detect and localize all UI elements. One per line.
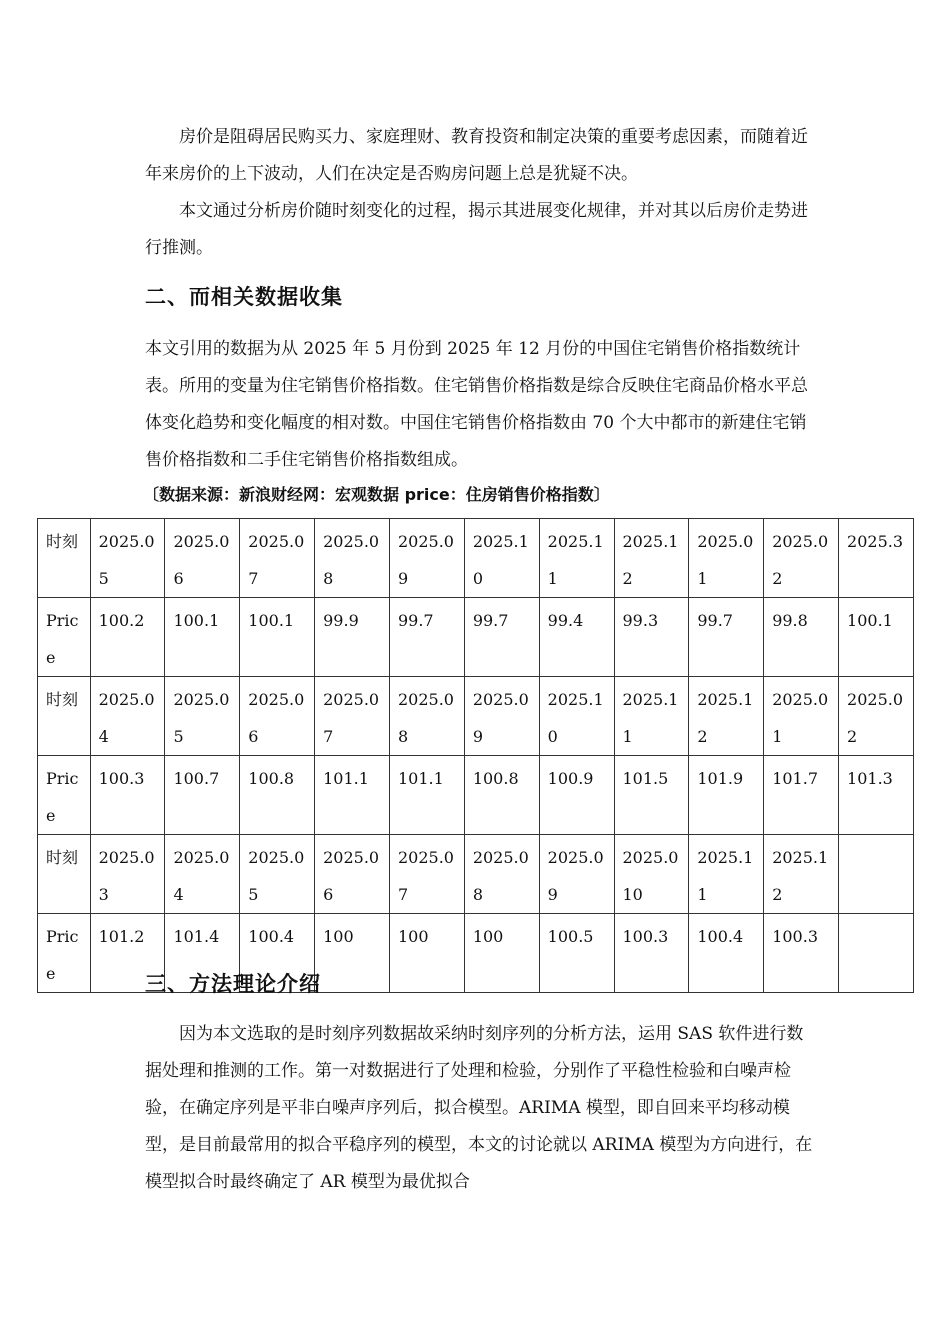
method-paragraph: 因为本文选取的是时刻序列数据故采纳时刻序列的分析方法，运用 SAS 软件进行数据处理和推测的工作。第一对数据进行了处理和检验，分别作了平稳性检验和白噪声检验，在确定序列是平非白噪声序列后，拟合模型。ARIMA 模型，即自回来平均移动模型，是目前最常用的拟合平稳序列的模型，本文的讨论就以 ARIMA 模型为方向进行，在模型拟合时最终确定了 AR 模型为最优拟合 [145,1024,813,1192]
table-cell: 100 [464,914,539,993]
table-cell: 101.7 [764,756,839,835]
table-cell: 2025.01 [689,519,764,598]
table-row [38,677,914,756]
table-cell: 2025.05 [165,677,240,756]
table-row [38,756,914,835]
table-cell: 2025.08 [464,835,539,914]
data-description-paragraph: 本文引用的数据为从 2025 年 5 月份到 2025 年 12 月份的中国住宅销售价格指数统计表。所用的变量为住宅销售价格指数。住宅销售价格指数是综合反映住宅商品价格水平总体变化趋势和变化幅度的相对数。中国住宅销售价格指数由 70 个大中都市的新建住宅销售价格指数和二手住宅销售价格指数组成。 [145,339,808,470]
table-cell: 100.8 [240,756,315,835]
table-row [38,519,914,598]
table-row [38,835,914,914]
table-cell: 2025.06 [165,519,240,598]
table-cell: 100.2 [90,598,165,677]
table-cell: 101.9 [689,756,764,835]
table-cell: 2025.02 [764,519,839,598]
table-cell: 100.8 [464,756,539,835]
table-cell: 2025.09 [539,835,614,914]
section-heading-data-collection: 二、而相关数据收集 [145,285,343,309]
table-row-label: 时刻 [38,835,91,914]
table-cell: 100.1 [240,598,315,677]
table-cell: 2025.11 [539,519,614,598]
intro-paragraph-1: 房价是阻碍居民购买力、家庭理财、教育投资和制定决策的重要考虑因素，而随着近年来房价的上下波动，人们在决定是否购房问题上总是犹疑不决。 [145,127,808,184]
table-row-label: Price [38,598,91,677]
section-heading-method: 三、方法理论介绍 [145,972,321,996]
table-cell: 2025.01 [764,677,839,756]
table-cell: 99.9 [315,598,390,677]
table-cell: 99.8 [764,598,839,677]
table-cell: 2025.010 [614,835,689,914]
table-cell: 2025.06 [240,677,315,756]
table-cell: 100.1 [839,598,914,677]
table-cell: 100.3 [764,914,839,993]
table-cell: 101.5 [614,756,689,835]
table-cell: 99.7 [389,598,464,677]
table-cell: 2025.12 [689,677,764,756]
table-cell: 2025.02 [839,677,914,756]
table-cell: 2025.06 [315,835,390,914]
table-row-label: Price [38,756,91,835]
table-cell: 100.5 [539,914,614,993]
table-cell: 2025.09 [464,677,539,756]
table-cell: 2025.11 [614,677,689,756]
table-cell: 100.4 [689,914,764,993]
table-cell: 100.1 [165,598,240,677]
table-cell: 2025.11 [689,835,764,914]
table-cell: 2025.3 [839,519,914,598]
table-cell: 99.7 [464,598,539,677]
table-cell: 100.4 [240,914,315,993]
table-cell: 101.3 [839,756,914,835]
table-cell: 101.2 [90,914,165,993]
table-row-label: Price [38,914,91,993]
table-cell: 2025.08 [389,677,464,756]
data-source-note: 〔数据来源：新浪财经网：宏观数据 price：住房销售价格指数〕 [143,485,610,504]
table-cell: 99.3 [614,598,689,677]
table-cell: 2025.12 [764,835,839,914]
table-cell: 100.3 [614,914,689,993]
table-cell: 2025.04 [90,677,165,756]
table-cell [839,914,914,993]
table-cell: 2025.12 [614,519,689,598]
table-cell: 100 [315,914,390,993]
table-cell: 99.4 [539,598,614,677]
table-row-label: 时刻 [38,677,91,756]
table-cell: 100.3 [90,756,165,835]
table-cell: 2025.03 [90,835,165,914]
table-cell: 2025.07 [389,835,464,914]
table-cell: 99.7 [689,598,764,677]
table-cell: 2025.09 [389,519,464,598]
table-cell [839,835,914,914]
table-cell: 2025.08 [315,519,390,598]
table-cell: 2025.05 [90,519,165,598]
price-index-table [37,518,914,993]
table-cell: 2025.07 [315,677,390,756]
table-cell: 100 [389,914,464,993]
table-cell: 2025.05 [240,835,315,914]
table-row [38,598,914,677]
table-cell: 101.1 [389,756,464,835]
table-row-label: 时刻 [38,519,91,598]
intro-paragraph-2: 本文通过分析房价随时刻变化的过程，揭示其进展变化规律，并对其以后房价走势进行推测。 [145,201,808,258]
table-cell: 2025.07 [240,519,315,598]
table-cell: 100.7 [165,756,240,835]
table-cell: 2025.04 [165,835,240,914]
table-cell: 2025.10 [464,519,539,598]
table-cell: 101.4 [165,914,240,993]
table-cell: 2025.10 [539,677,614,756]
table-cell: 100.9 [539,756,614,835]
table-cell: 101.1 [315,756,390,835]
